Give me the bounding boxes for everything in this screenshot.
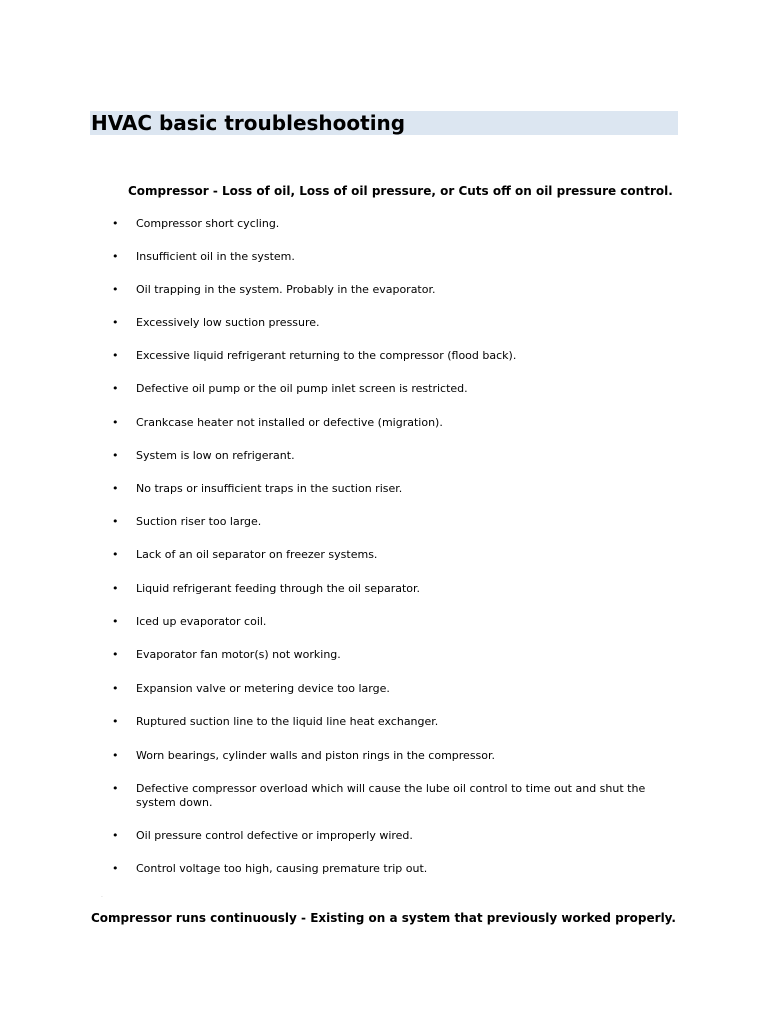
list-item-text: Excessively low suction pressure. — [136, 316, 320, 329]
section-heading-runs-continuously: Compressor runs continuously - Existing on a system that previously worked properly. — [91, 911, 676, 925]
bullet-icon: • — [112, 648, 119, 661]
list-item-text: Oil trapping in the system. Probably in the evaporator. — [136, 283, 436, 296]
bullet-icon: • — [112, 416, 119, 429]
list-item-text: No traps or insufficient traps in the suction riser. — [136, 482, 403, 495]
bullet-icon: • — [112, 582, 119, 595]
list-item-text: Defective oil pump or the oil pump inlet screen is restricted. — [136, 382, 468, 395]
list-item-text: Lack of an oil separator on freezer systems. — [136, 548, 378, 561]
bullet-icon: • — [112, 862, 119, 875]
bullet-icon: • — [112, 316, 119, 329]
bullet-icon: • — [112, 250, 119, 263]
list-item-text: Control voltage too high, causing premature trip out. — [136, 862, 428, 875]
list-item-text: Compressor short cycling. — [136, 217, 280, 230]
list-item-text: Expansion valve or metering device too large. — [136, 682, 390, 695]
list-item-text: Liquid refrigerant feeding through the oil separator. — [136, 582, 421, 595]
bullet-icon: • — [112, 283, 119, 296]
bullet-icon: • — [112, 515, 119, 528]
page-title: HVAC basic troubleshooting — [91, 111, 406, 135]
list-item-text: Iced up evaporator coil. — [136, 615, 267, 628]
bullet-icon: • — [112, 217, 119, 230]
bullet-icon: • — [112, 615, 119, 628]
bullet-icon: • — [112, 349, 119, 362]
list-item-text: Ruptured suction line to the liquid line heat exchanger. — [136, 715, 439, 728]
bullet-icon: • — [112, 482, 119, 495]
list-item-text: Excessive liquid refrigerant returning to the compressor (flood back). — [136, 349, 517, 362]
bullet-icon: • — [112, 682, 119, 695]
bullet-icon: • — [112, 715, 119, 728]
list-item-text: Insufficient oil in the system. — [136, 250, 295, 263]
list-item-text: Suction riser too large. — [136, 515, 262, 528]
bullet-icon: • — [112, 449, 119, 462]
paragraph-mark: · — [101, 894, 103, 901]
list-item-text: Crankcase heater not installed or defective (migration). — [136, 416, 443, 429]
list-item-text: Worn bearings, cylinder walls and piston rings in the compressor. — [136, 749, 496, 762]
list-item-text: Oil pressure control defective or improperly wired. — [136, 829, 413, 842]
bullet-icon: • — [112, 382, 119, 395]
list-item-text: System is low on refrigerant. — [136, 449, 295, 462]
list-item-text: Defective compressor overload which will cause the lube oil control to time out and shut the system down. — [136, 782, 646, 809]
bullet-icon: • — [112, 548, 119, 561]
bullet-icon: • — [112, 829, 119, 842]
section-heading-oil-loss: Compressor - Loss of oil, Loss of oil pressure, or Cuts off on oil pressure control. — [128, 184, 673, 198]
list-item-text: Evaporator fan motor(s) not working. — [136, 648, 341, 661]
bullet-icon: • — [112, 749, 119, 762]
bullet-icon: • — [112, 782, 119, 795]
